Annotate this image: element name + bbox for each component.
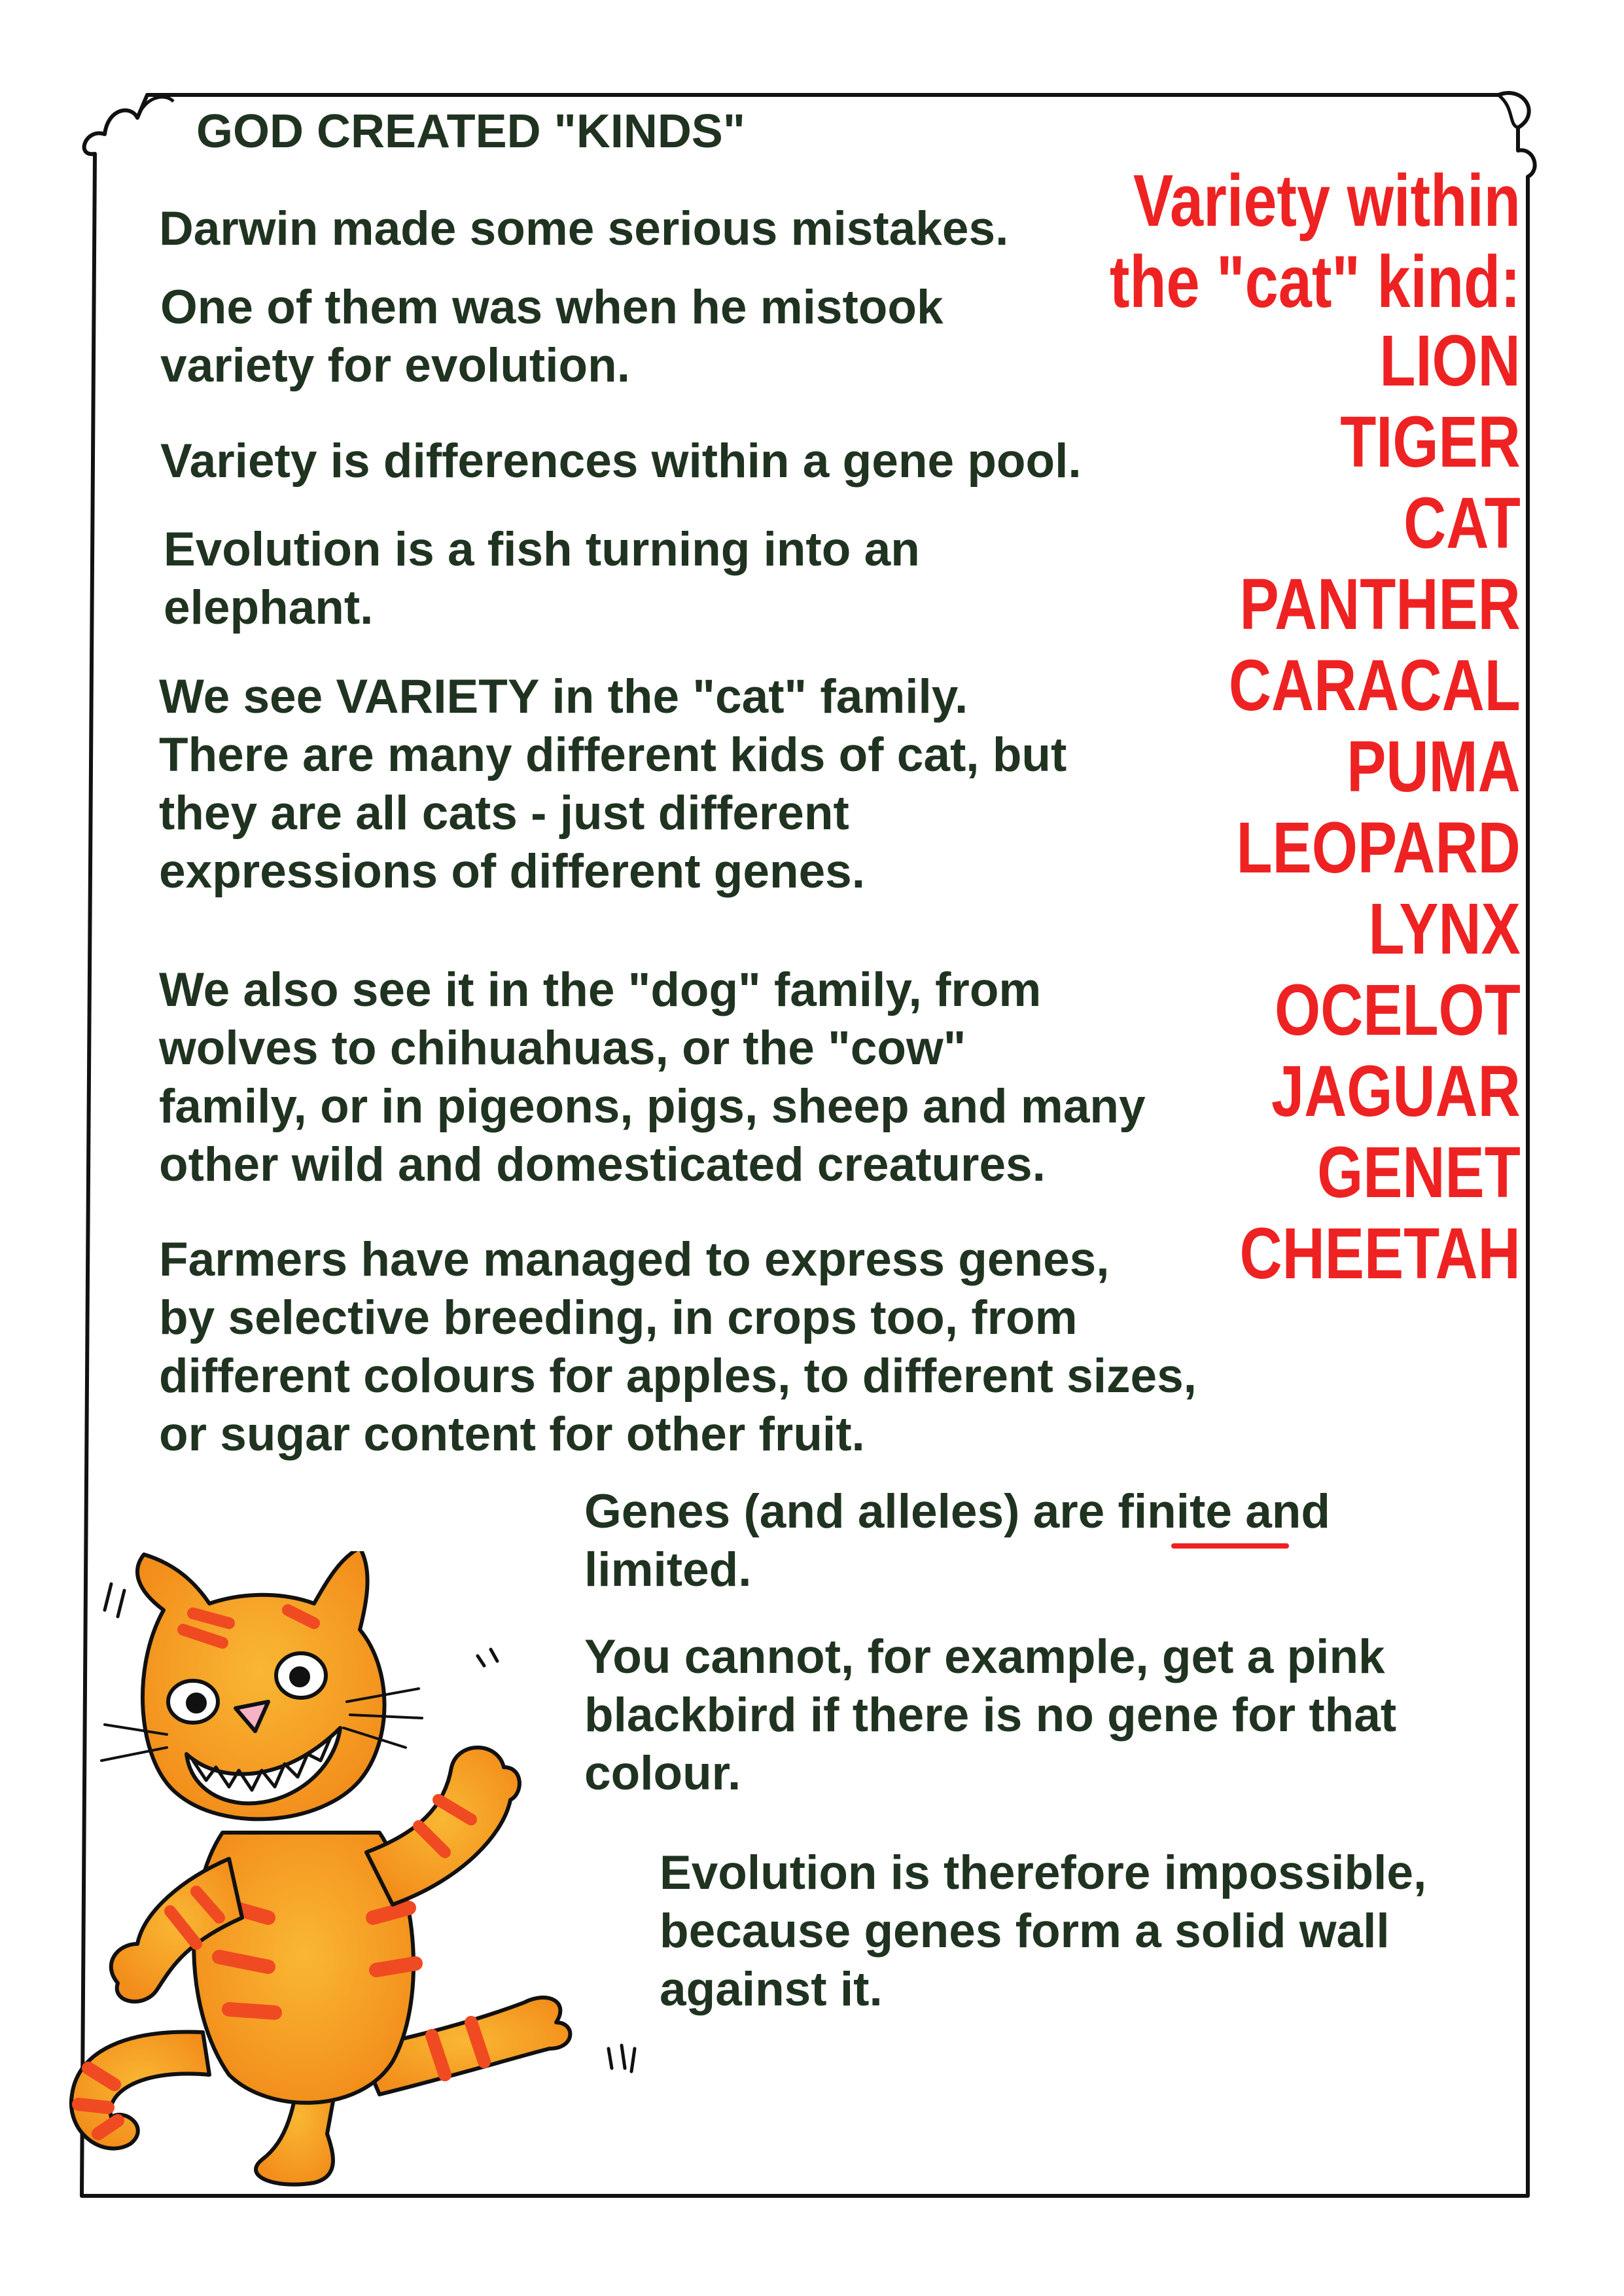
paragraph-darwin-mistakes: Darwin made some serious mistakes. [159, 202, 1009, 255]
cat-kind-item: CAT [1403, 483, 1521, 564]
paragraph-evolution-definition: Evolution is a fish turning into an elephant. [164, 523, 920, 634]
cat-kind-item: LYNX [1368, 889, 1521, 969]
cat-kind-heading [1110, 160, 1521, 323]
cat-kind-heading-line2: the "cat" kind: [1110, 241, 1521, 323]
cat-kind-heading-line1: Variety within [1133, 160, 1521, 242]
paragraph-dog-family: We also see it in the "dog" family, from wolves to chihuahuas, or the "cow" family, or in pigeons, pigs, sheep and many other wild and domesticated creatures. [159, 963, 1146, 1191]
finite-underline [1171, 1543, 1289, 1549]
cat-kind-item: JAGUAR [1271, 1051, 1521, 1132]
paragraph-farmers: Farmers have managed to express genes, by selective breeding, in crops too, from different colours for apples, to different sizes, or sugar content for other fruit. [159, 1233, 1197, 1461]
cat-kind-item: LION [1379, 321, 1521, 401]
page-title: GOD CREATED "KINDS" [196, 105, 745, 158]
paragraph-pink-blackbird: You cannot, for example, get a pink blackbird if there is no gene for that colour. [584, 1630, 1397, 1800]
cat-kind-item: PUMA [1347, 726, 1521, 807]
cat-kind-item: CHEETAH [1239, 1213, 1521, 1294]
cat-kind-item: CARACAL [1229, 645, 1521, 726]
paragraph-evolution-impossible: Evolution is therefore impossible, because genes form a solid wall against it. [660, 1846, 1427, 2016]
paragraph-genes-finite: Genes (and alleles) are finite and limited. [584, 1485, 1330, 1596]
cat-kind-item: PANTHER [1239, 564, 1521, 645]
paragraph-variety-definition: Variety is differences within a gene pool. [160, 435, 1082, 488]
cat-kind-item: GENET [1317, 1132, 1521, 1213]
cat-kind-item: TIGER [1340, 402, 1521, 482]
paragraph-variety-for-evolution: One of them was when he mistook variety for evolution. [160, 281, 944, 392]
dancing-cat-illustration [52, 1551, 680, 2193]
cat-kind-item: LEOPARD [1236, 808, 1521, 888]
paragraph-cat-family: We see VARIETY in the "cat" family. There are many different kids of cat, but they are all cats - just different expressions of different genes. [159, 670, 1067, 898]
cat-kind-item: OCELOT [1275, 970, 1521, 1050]
cat-kind-list [1229, 321, 1521, 1295]
